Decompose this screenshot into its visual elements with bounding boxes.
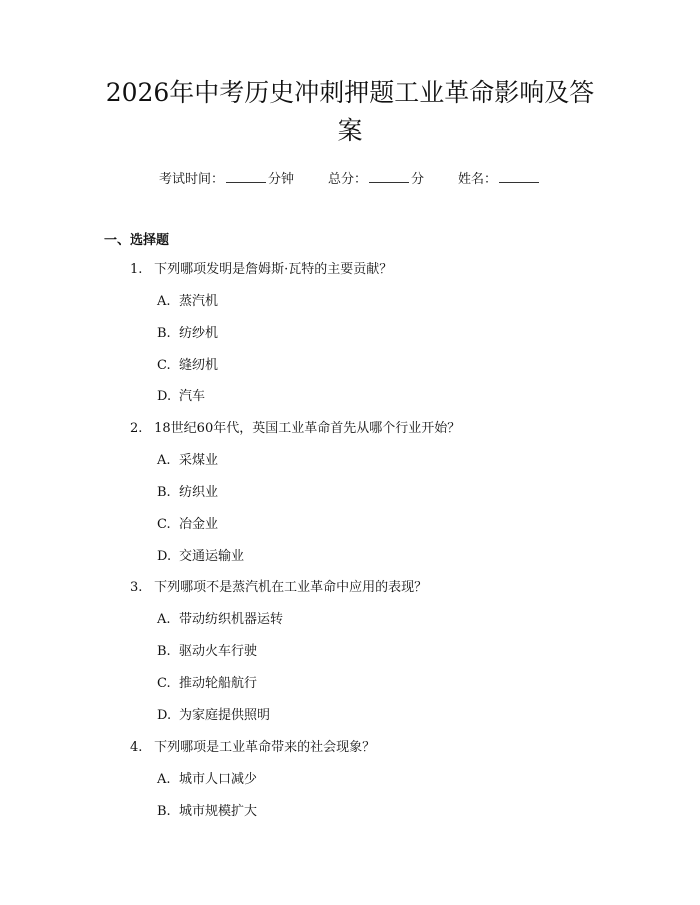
student-name-field	[458, 168, 541, 187]
option-text: 城市人口减少	[179, 772, 258, 787]
student-name-blank	[499, 170, 539, 183]
question-number: 3.	[130, 580, 143, 595]
question-3-option-a	[157, 611, 283, 629]
question-2	[130, 420, 460, 438]
option-letter: A.	[157, 453, 171, 468]
question-2-option-a	[157, 452, 218, 470]
question-text: 下列哪项是工业革命带来的社会现象？	[154, 740, 376, 755]
question-text: 下列哪项发明是詹姆斯·瓦特的主要贡献？	[154, 262, 393, 277]
option-letter: B.	[157, 644, 171, 659]
exam-time-unit: 分钟	[267, 172, 294, 187]
option-text: 纺纱机	[179, 326, 219, 341]
option-letter: B.	[157, 326, 171, 341]
question-2-option-c	[157, 516, 218, 534]
question-number: 1.	[130, 262, 143, 277]
option-letter: B.	[157, 804, 171, 819]
total-score-label: 总分：	[327, 172, 367, 187]
option-text: 缝纫机	[179, 358, 219, 373]
question-1-option-b	[157, 325, 218, 343]
question-1-option-c	[157, 357, 218, 375]
question-3	[130, 579, 427, 597]
option-letter: C.	[157, 676, 171, 691]
option-letter: A.	[157, 612, 171, 627]
option-text: 蒸汽机	[179, 294, 219, 309]
page-title-line-1: 2026年中考历史冲刺押题工业革命影响及答	[105, 78, 595, 107]
question-text: 18世纪60年代，英国工业革命首先从哪个行业开始？	[154, 421, 461, 436]
question-2-option-d	[157, 548, 244, 566]
exam-time-blank	[226, 170, 266, 183]
option-text: 驱动火车行驶	[179, 644, 258, 659]
option-text: 带动纺织机器运转	[179, 612, 284, 627]
question-1	[130, 261, 392, 279]
option-letter: C.	[157, 517, 171, 532]
question-2-option-b	[157, 484, 218, 502]
page-title	[80, 74, 620, 150]
option-letter: C.	[157, 358, 171, 373]
question-4-option-a	[157, 771, 257, 789]
question-3-option-c	[157, 675, 257, 693]
question-3-option-d	[157, 707, 270, 725]
total-score-field	[328, 168, 424, 187]
option-text: 推动轮船航行	[179, 676, 258, 691]
option-text: 城市规模扩大	[179, 804, 258, 819]
exam-time-field	[159, 168, 294, 187]
question-4	[130, 739, 375, 757]
option-text: 交通运输业	[179, 549, 245, 564]
question-1-option-d	[157, 388, 205, 406]
question-4-option-b	[157, 803, 257, 821]
question-3-option-b	[157, 643, 257, 661]
option-text: 为家庭提供照明	[179, 708, 271, 723]
question-text: 下列哪项不是蒸汽机在工业革命中应用的表现？	[154, 580, 428, 595]
page-title-line-2: 案	[337, 116, 363, 145]
exam-time-label: 考试时间：	[158, 172, 224, 187]
option-text: 纺织业	[179, 485, 219, 500]
option-letter: D.	[157, 389, 172, 404]
total-score-blank	[369, 170, 409, 183]
option-text: 汽车	[179, 389, 206, 404]
option-text: 冶金业	[179, 517, 219, 532]
option-letter: A.	[157, 772, 171, 787]
question-number: 2.	[130, 421, 143, 436]
option-text: 采煤业	[179, 453, 219, 468]
question-number: 4.	[130, 740, 143, 755]
option-letter: D.	[157, 708, 172, 723]
option-letter: A.	[157, 294, 171, 309]
option-letter: D.	[157, 549, 172, 564]
option-letter: B.	[157, 485, 171, 500]
student-name-label: 姓名：	[458, 172, 498, 187]
question-1-option-a	[157, 293, 218, 311]
exam-info-row	[0, 168, 700, 187]
section-title: 一、选择题	[104, 233, 170, 248]
total-score-unit: 分	[411, 172, 425, 187]
